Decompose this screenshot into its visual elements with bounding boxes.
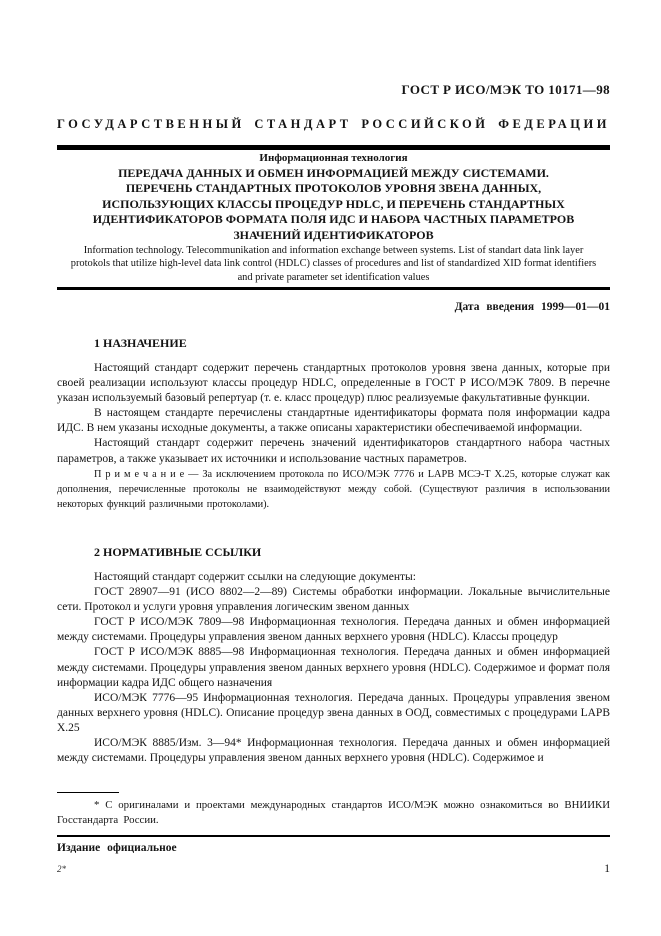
title-line: ИДЕНТИФИКАТОРОВ ФОРМАТА ПОЛЯ ИДС И НАБОРА ЧАСТНЫХ ПАРАМЕТРОВ bbox=[92, 212, 575, 227]
banner-word: ГОСУДАРСТВЕННЫЙ bbox=[57, 117, 245, 131]
note-paragraph: П р и м е ч а н и е — За исключением протокола по ИСО/МЭК 7776 и LAPB МСЭ-Т Х.25, которые служат как дополнения, перечисленные протоколы не взаимодействуют между собой. (Существуют различия в использовании некоторых функций различными протоколами). bbox=[57, 468, 610, 510]
paragraph: Настоящий стандарт содержит перечень значений идентификаторов стандартного набора частных параметров, а также указывает их источники и использование частных параметров. bbox=[57, 437, 610, 465]
reference-item: ГОСТ Р ИСО/МЭК 7809—98 Информационная технология. Передача данных и обмен информацией между системами. Процедуры управления звеном данных верхнего уровня (HDLC). Классы процедур bbox=[57, 616, 610, 644]
reference-item: ГОСТ 28907—91 (ИСО 8802—2—89) Системы обработки информации. Локальные вычислительные сети. Протокол и услуги уровня управления логическим звеном данных bbox=[57, 586, 610, 614]
subject-line: Информационная технология bbox=[259, 152, 408, 164]
footnote-rule bbox=[57, 792, 119, 793]
title-line: ПЕРЕЧЕНЬ СТАНДАРТНЫХ ПРОТОКОЛОВ УРОВНЯ ЗВЕНА ДАННЫХ, bbox=[125, 181, 542, 196]
divider-rule bbox=[57, 287, 610, 290]
paragraph: Настоящий стандарт содержит ссылки на следующие документы: bbox=[94, 571, 416, 583]
effective-date: Дата введения 1999—01—01 bbox=[454, 301, 610, 313]
document-title bbox=[57, 166, 610, 243]
footer-rule bbox=[57, 835, 610, 837]
title-line: ИСПОЛЬЗУЮЩИХ КЛАССЫ ПРОЦЕДУР HDLC, И ПЕРЕЧЕНЬ СТАНДАРТНЫХ bbox=[102, 196, 565, 211]
banner-word: РОССИЙСКОЙ bbox=[361, 117, 489, 131]
section-1-body bbox=[57, 361, 610, 512]
section-2-heading: 2 НОРМАТИВНЫЕ ССЫЛКИ bbox=[94, 545, 262, 559]
reference-item: ИСО/МЭК 8885/Изм. 3—94* Информационная технология. Передача данных и обмен информацией между системами. Процедуры управления звеном данных верхнего уровня (HDLC). Содержимое и bbox=[57, 737, 610, 765]
doc-number: ГОСТ Р ИСО/МЭК ТО 10171—98 bbox=[401, 82, 610, 97]
paragraph: Настоящий стандарт содержит перечень стандартных протоколов уровня звена данных, которые при своей реализации используют классы процедур HDLC, определенные в ГОСТ Р ИСО/МЭК 7809. В перечне указан используемый базовый репертуар (т. е. класс процедур) плюс реализуемые факультативные функции. bbox=[57, 362, 610, 405]
edition-official-label: Издание официальное bbox=[57, 842, 177, 854]
banner-word: СТАНДАРТ bbox=[254, 117, 352, 131]
state-standard-banner bbox=[57, 117, 610, 132]
paragraph: В настоящем стандарте перечислены стандартные идентификаторы формата поля информации кадра ИДС. В нем указаны исходные документы, а также описаны характеристики обеспечиваемой информации. bbox=[57, 407, 610, 435]
footnote-text: * С оригиналами и проектами международных стандартов ИСО/МЭК можно ознакомиться во ВНИИКИ Госстандарта России. bbox=[57, 799, 610, 827]
reference-item: ИСО/МЭК 7776—95 Информационная технология. Передача данных. Процедуры управления звеном данных верхнего уровня (HDLC). Описание процедур звена данных в ООД, совместимых с процедурами LAPB X.25 bbox=[57, 691, 610, 734]
title-line: ЗНАЧЕНИЙ ИДЕНТИФИКАТОРОВ bbox=[233, 227, 434, 242]
printer-signature-mark: 2* bbox=[57, 864, 66, 874]
section-2-body bbox=[57, 570, 610, 766]
title-line: ПЕРЕДАЧА ДАННЫХ И ОБМЕН ИНФОРМАЦИЕЙ МЕЖДУ СИСТЕМАМИ. bbox=[118, 166, 549, 180]
section-1-heading: 1 НАЗНАЧЕНИЕ bbox=[94, 336, 187, 350]
page-number: 1 bbox=[604, 863, 610, 875]
reference-item: ГОСТ Р ИСО/МЭК 8885—98 Информационная технология. Передача данных и обмен информацией между системами. Процедуры управления звеном данных верхнего уровня (HDLC). Содержимое и формат поля информации кадра ИДС общего назначения bbox=[57, 646, 610, 689]
english-abstract: Information technology. Telecommunikation and information exchange between systems. List of standart data link layer protokols that utilize high-level data link control (HDLC) classes of procedures and list of standardized XID format identifiers and private parameter set identification values bbox=[70, 245, 597, 283]
divider-rule bbox=[57, 145, 610, 150]
banner-word: ФЕДЕРАЦИИ bbox=[498, 117, 610, 131]
